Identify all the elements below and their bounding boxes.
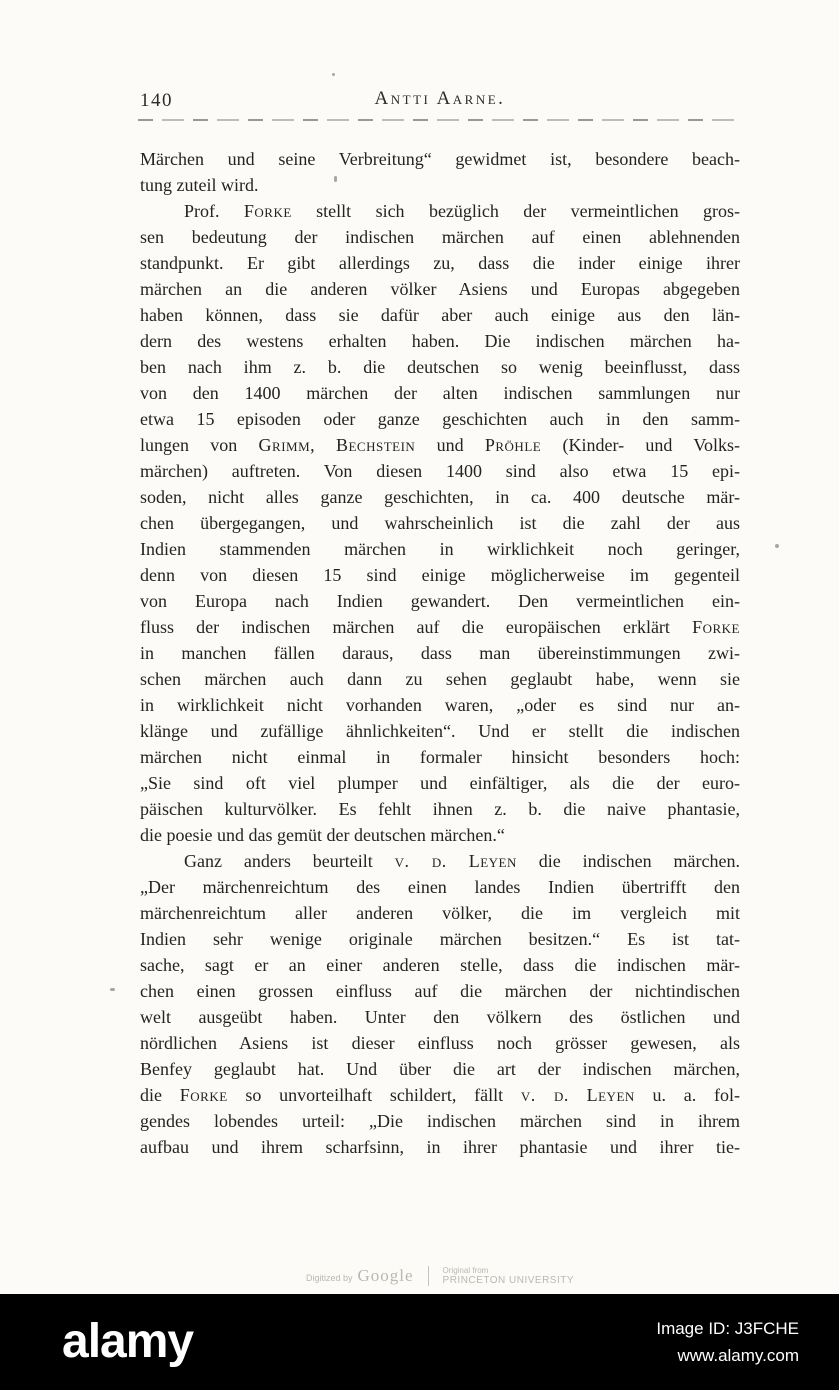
text-line: märchenreichtum aller anderen völker, die im vergleich mit bbox=[140, 903, 740, 923]
text-line: Indien sehr wenige originale märchen besitzen.“ Es ist tat- bbox=[140, 929, 740, 949]
text-line: in wirklichkeit nicht vorhanden waren, „oder es sind nur an- bbox=[140, 695, 740, 715]
alamy-url: www.alamy.com bbox=[677, 1346, 799, 1365]
text-line: sache, sagt er an einer anderen stelle, dass die indischen mär- bbox=[140, 955, 740, 975]
alamy-meta bbox=[656, 1315, 799, 1369]
text-line: Indien stammenden märchen in wirklichkeit noch geringer, bbox=[140, 539, 740, 559]
text-line: in manchen fällen daraus, dass man übereinstimmungen zwi- bbox=[140, 643, 740, 663]
text-line: haben können, dass sie dafür aber auch einige aus den län- bbox=[140, 305, 740, 325]
text-line: etwa 15 episoden oder ganze geschichten auch in den samm- bbox=[140, 409, 740, 429]
text-line: nördlichen Asiens ist dieser einfluss noch grösser gewesen, als bbox=[140, 1033, 740, 1053]
institution-label: PRINCETON UNIVERSITY bbox=[442, 1275, 575, 1286]
scan-artifact bbox=[332, 73, 335, 76]
page-number: 140 bbox=[140, 90, 173, 111]
text-line: Märchen und seine Verbreitung“ gewidmet ist, besondere beach- bbox=[140, 149, 740, 169]
original-from-block bbox=[429, 1266, 575, 1286]
running-title: Antti Aarne. bbox=[374, 88, 506, 109]
text-line: ben nach ihm z. b. die deutschen so wenig beeinflusst, dass bbox=[140, 357, 740, 377]
text-line: klänge und zufällige ähnlichkeiten“. Und er stellt die indischen bbox=[140, 721, 740, 741]
text-line: fluss der indischen märchen auf die europäischen erklärt Forke bbox=[140, 617, 740, 637]
page-body bbox=[140, 146, 740, 1160]
text-line: von Europa nach Indien gewandert. Den vermeintlichen ein- bbox=[140, 591, 740, 611]
image-id-line bbox=[656, 1315, 799, 1342]
text-line: welt ausgeübt haben. Unter den völkern des östlichen und bbox=[140, 1007, 740, 1027]
alamy-logo: alamy bbox=[62, 1315, 194, 1368]
alamy-footer-bar bbox=[0, 1294, 839, 1390]
text-line: märchen nicht einmal in formaler hinsicht besonders hoch: bbox=[140, 747, 740, 767]
scan-artifact bbox=[775, 544, 779, 548]
text-line: lungen von Grimm, Bechstein und Pröhle (Kinder- und Volks- bbox=[140, 435, 740, 455]
text-line: sen bedeutung der indischen märchen auf einen ablehnenden bbox=[140, 227, 740, 247]
text-line: Benfey geglaubt hat. Und über die art der indischen märchen, bbox=[140, 1059, 740, 1079]
text-line: tung zuteil wird. bbox=[140, 175, 259, 195]
digitization-watermark bbox=[140, 1266, 740, 1286]
text-line: märchen) auftreten. Von diesen 1400 sind also etwa 15 epi- bbox=[140, 461, 740, 481]
text-line: von den 1400 märchen der alten indischen sammlungen nur bbox=[140, 383, 740, 403]
text-line: päischen kulturvölker. Es fehlt ihnen z. b. die naive phantasie, bbox=[140, 799, 740, 819]
image-id-label: Image ID: bbox=[656, 1319, 735, 1338]
text-line: „Sie sind oft viel plumper und einfältiger, als die der euro- bbox=[140, 773, 740, 793]
text-line: soden, nicht alles ganze geschichten, in ca. 400 deutsche mär- bbox=[140, 487, 740, 507]
text-line: dern des westens erhalten haben. Die indischen märchen ha- bbox=[140, 331, 740, 351]
text-line: Ganz anders beurteilt v. d. Leyen die indischen märchen. bbox=[184, 851, 741, 871]
text-line: aufbau und ihrem scharfsinn, in ihrer phantasie und ihrer tie- bbox=[140, 1137, 740, 1157]
text-line: chen übergegangen, und wahrscheinlich ist die zahl der aus bbox=[140, 513, 740, 533]
text-line: chen einen grossen einfluss auf die märchen der nichtindischen bbox=[140, 981, 740, 1001]
digitized-by-label: Digitized by bbox=[305, 1273, 353, 1283]
text-line: Prof. Forke stellt sich bezüglich der vermeintlichen gros- bbox=[184, 201, 740, 221]
text-line: märchen an die anderen völker Asiens und Europas abgegeben bbox=[140, 279, 740, 299]
scan-artifact bbox=[110, 988, 115, 991]
text-line: „Der märchenreichtum des einen landes Indien übertrifft den bbox=[140, 877, 740, 897]
text-line: schen märchen auch dann zu sehen geglaubt habe, wenn sie bbox=[140, 669, 740, 689]
page-header bbox=[140, 88, 740, 114]
text-line: denn von diesen 15 sind einige möglicherweise im gegenteil bbox=[140, 565, 740, 585]
text-line: standpunkt. Er gibt allerdings zu, dass die inder einige ihrer bbox=[140, 253, 740, 273]
text-line: gendes lobendes urteil: „Die indischen märchen sind in ihrem bbox=[140, 1111, 740, 1131]
scan-artifact bbox=[334, 176, 337, 182]
header-rule bbox=[138, 119, 742, 121]
original-from-label: Original from bbox=[442, 1266, 489, 1275]
text-line: die poesie und das gemüt der deutschen märchen.“ bbox=[140, 825, 505, 845]
text-line: die Forke so unvorteilhaft schildert, fällt v. d. Leyen u. a. fol- bbox=[140, 1085, 741, 1105]
digitized-by-google bbox=[306, 1266, 428, 1286]
google-wordmark: Google bbox=[357, 1266, 414, 1285]
image-id-value: J3FCHE bbox=[734, 1319, 799, 1338]
